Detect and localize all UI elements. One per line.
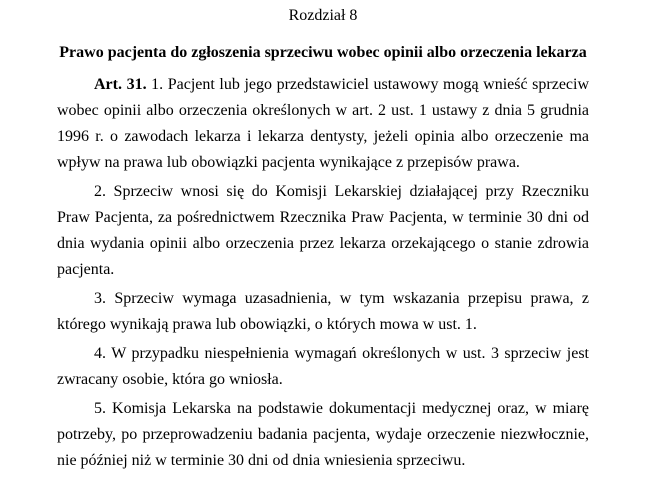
paragraph-1-text: 1. Pacjent lub jego przedstawiciel ustawowy mogą wnieść sprzeciw wobec opinii albo orzeczenia określonych w art. 2 ust. 1 ustawy z dnia 5 grudnia 1996 r. o zawodach lekarza i lekarza dentysty, jeżeli opinia albo orzeczenie ma wpływ na prawa lub obowiązki pacjenta wynikające z przepisów prawa. [57, 76, 590, 171]
article-31-paragraph-2: 2. Sprzeciw wnosi się do Komisji Lekarskiej działającej przy Rzeczniku Praw Pacjenta, za pośrednictwem Rzecznika Praw Pacjenta, w terminie 30 dni od dnia wydania opinii albo orzeczenia przez lekarza orzekającego o stanie zdrowia pacjenta. [57, 183, 589, 278]
article-31-paragraph-5: 5. Komisja Lekarska na podstawie dokumentacji medycznej oraz, w miarę potrzeby, po przeprowadzeniu badania pacjenta, wydaje orzeczenie niezwłocznie, nie później niż w terminie 30 dni od dnia wniesienia sprzeciwu. [57, 400, 589, 469]
document-page [57, 0, 589, 474]
chapter-heading: Rozdział 8 [288, 7, 358, 24]
article-31-paragraph-4: 4. W przypadku niespełnienia wymagań określonych w ust. 3 sprzeciw jest zwracany osobie, która go wniosła. [57, 345, 589, 388]
chapter-title: Prawo pacjenta do zgłoszenia sprzeciwu wobec opinii albo orzeczenia lekarza [59, 44, 587, 61]
article-31-paragraph-1 [57, 72, 589, 176]
article-label: Art. 31. [94, 76, 147, 93]
article-31-paragraph-3: 3. Sprzeciw wymaga uzasadnienia, w tym wskazania przepisu prawa, z którego wynikają prawa lub obowiązki, o których mowa w ust. 1. [57, 290, 589, 333]
